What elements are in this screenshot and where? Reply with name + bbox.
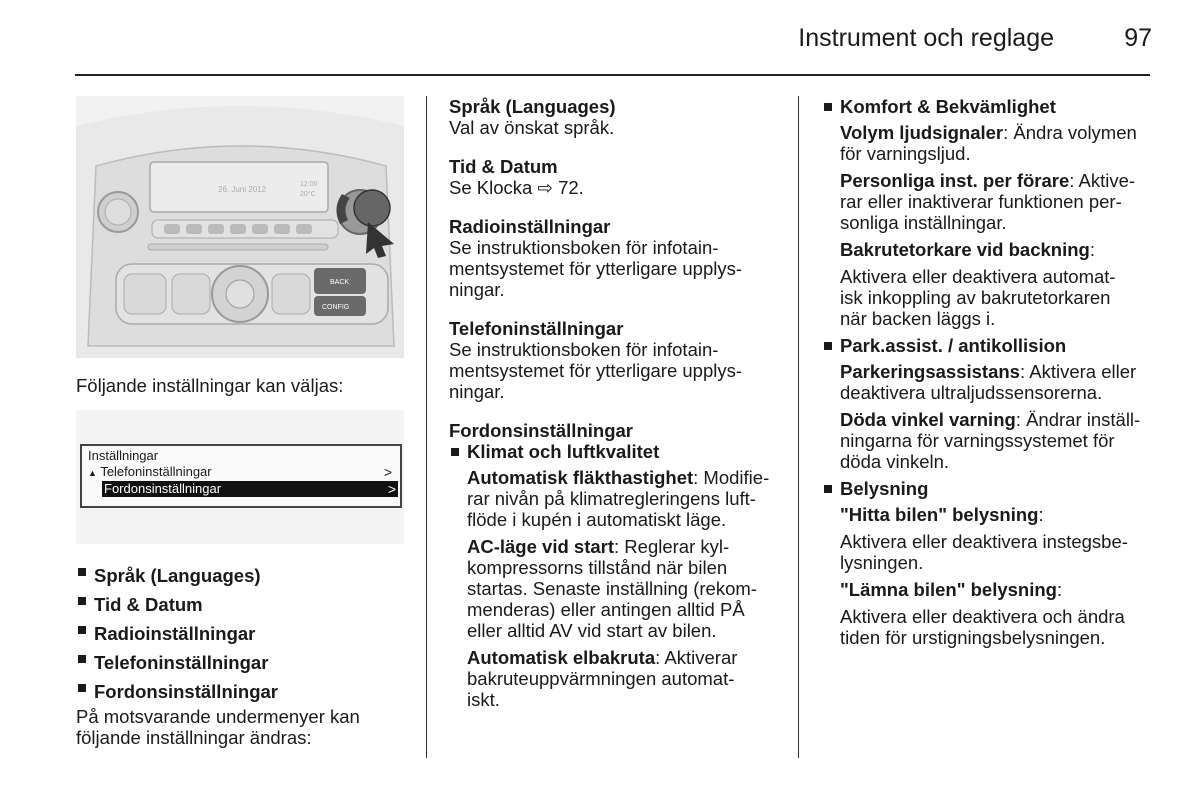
screen-row-fordon-selected: Fordonsinställningar >: [104, 481, 396, 497]
radio-display-date: 26. Juni 2012: [218, 185, 267, 194]
screen-title: Inställningar: [88, 448, 159, 463]
list-item: Fordonsinställningar: [76, 677, 406, 706]
page-header-title: Instrument och reglage: [798, 24, 1054, 52]
section-heading: Telefoninställningar: [449, 318, 624, 339]
radio-back-label: BACK: [330, 279, 350, 286]
list-item: Klimat och luftkvalitet: [449, 441, 789, 462]
setting-description: Automatisk elbakruta: Aktiverar bakruteuppvärmningen automat- iskt.: [467, 647, 738, 710]
section-heading: Fordonsinställningar: [449, 420, 633, 441]
header-divider: [75, 74, 1150, 76]
outro-line: följande inställningar ändras:: [76, 727, 312, 748]
list-item: Komfort & Bekvämlighet: [822, 96, 1162, 117]
setting-description: Automatisk fläkthastighet: Modifie- rar nivån på klimatregleringens luft- flöde i kupén i automatiskt läge.: [467, 467, 770, 530]
section-heading: Språk (Languages): [449, 96, 616, 117]
chevron-right-icon: >: [383, 464, 392, 480]
col1-list: [76, 561, 406, 748]
setting-description: Bakrutetorkare vid backning: Aktivera eller deaktivera automat- isk inkoppling av bakrutetorkaren när backen läggs i.: [840, 239, 1116, 329]
radio-config-label: CONFIG: [322, 304, 350, 311]
list-item: Radioinställningar: [76, 619, 406, 648]
column-divider-1: [426, 96, 427, 758]
section-body: Val av önskat språk.: [449, 117, 615, 138]
settings-screen-illustration: [76, 410, 404, 544]
setting-description: AC-läge vid start: Reglerar kyl- kompressorns tillstånd när bilen startas. Senaste inställning (rekom- menderas) eller antingen alltid PÅ eller alltid AV vid start av bilen.: [467, 536, 757, 641]
setting-description: "Hitta bilen" belysning: Aktivera eller deaktivera instegsbe- lysningen.: [840, 504, 1128, 573]
list-item: Park.assist. / antikollision: [822, 335, 1162, 356]
radio-display-temp: 20°C: [300, 191, 316, 198]
outro-line: På motsvarande undermenyer kan: [76, 706, 360, 727]
setting-description: Personliga inst. per förare: Aktive- rar eller inaktiverar funktionen per- sonliga inställningar.: [840, 170, 1136, 233]
col3-body: [822, 96, 1162, 648]
col2-body: Språk (Languages) Val av önskat språk. Tid & Datum Se Klocka ⇨ 72. Radioinställningar Se instruktionsboken för infotain- mentsystemet för ytterligare upplys- ningar. Telefoninställningar Se instruktionsboken för infotain- mentsystemet för ytterligare upplys- ningar. Fordonsinställningar Klimat och luftkvalitet Automatisk fläkthastighet: Modifie- rar nivån på klimatregleringens luft- flöde i kupén i automatiskt läge. AC-läge vid start: Reglerar kyl- kompressorns tillstånd när bilen startas. Senaste inställning (rekom- menderas) eller antingen alltid PÅ eller alltid AV vid start av bilen. Automatisk elbakruta: Aktiverar bakruteuppvärmningen automat- iskt.: [449, 96, 789, 710]
setting-description: "Lämna bilen" belysning: Aktivera eller deaktivera och ändra tiden för urstigningsbelysningen.: [840, 579, 1125, 648]
list-item: Språk (Languages): [76, 561, 406, 590]
setting-description: Volym ljudsignaler: Ändra volymen för varningsljud.: [840, 122, 1137, 164]
list-item: Telefoninställningar: [76, 648, 406, 677]
page-number: 97: [1124, 24, 1152, 52]
radio-display-time: 12:00: [300, 181, 318, 188]
setting-description: Parkeringsassistans: Aktivera eller deaktivera ultraljudssensorerna.: [840, 361, 1137, 403]
setting-description: Döda vinkel varning: Ändrar inställ- ningarna för varningssystemet för döda vinkeln.: [840, 409, 1141, 472]
scroll-up-icon: ▲: [88, 468, 97, 478]
section-heading: Tid & Datum: [449, 156, 558, 177]
col1-intro: Följande inställningar kan väljas:: [76, 375, 344, 396]
list-item: Belysning: [822, 478, 1162, 499]
list-item: Tid & Datum: [76, 590, 406, 619]
screen-row-telefon: ▲ Telefoninställningar >: [88, 464, 392, 480]
radio-panel-illustration: [76, 96, 404, 358]
settings-screen: [80, 444, 402, 508]
column-divider-2: [798, 96, 799, 758]
radio-panel-drawing: [76, 96, 404, 358]
chevron-right-icon: >: [387, 481, 396, 497]
section-body: Se Klocka ⇨ 72.: [449, 177, 584, 198]
section-heading: Radioinställningar: [449, 216, 611, 237]
